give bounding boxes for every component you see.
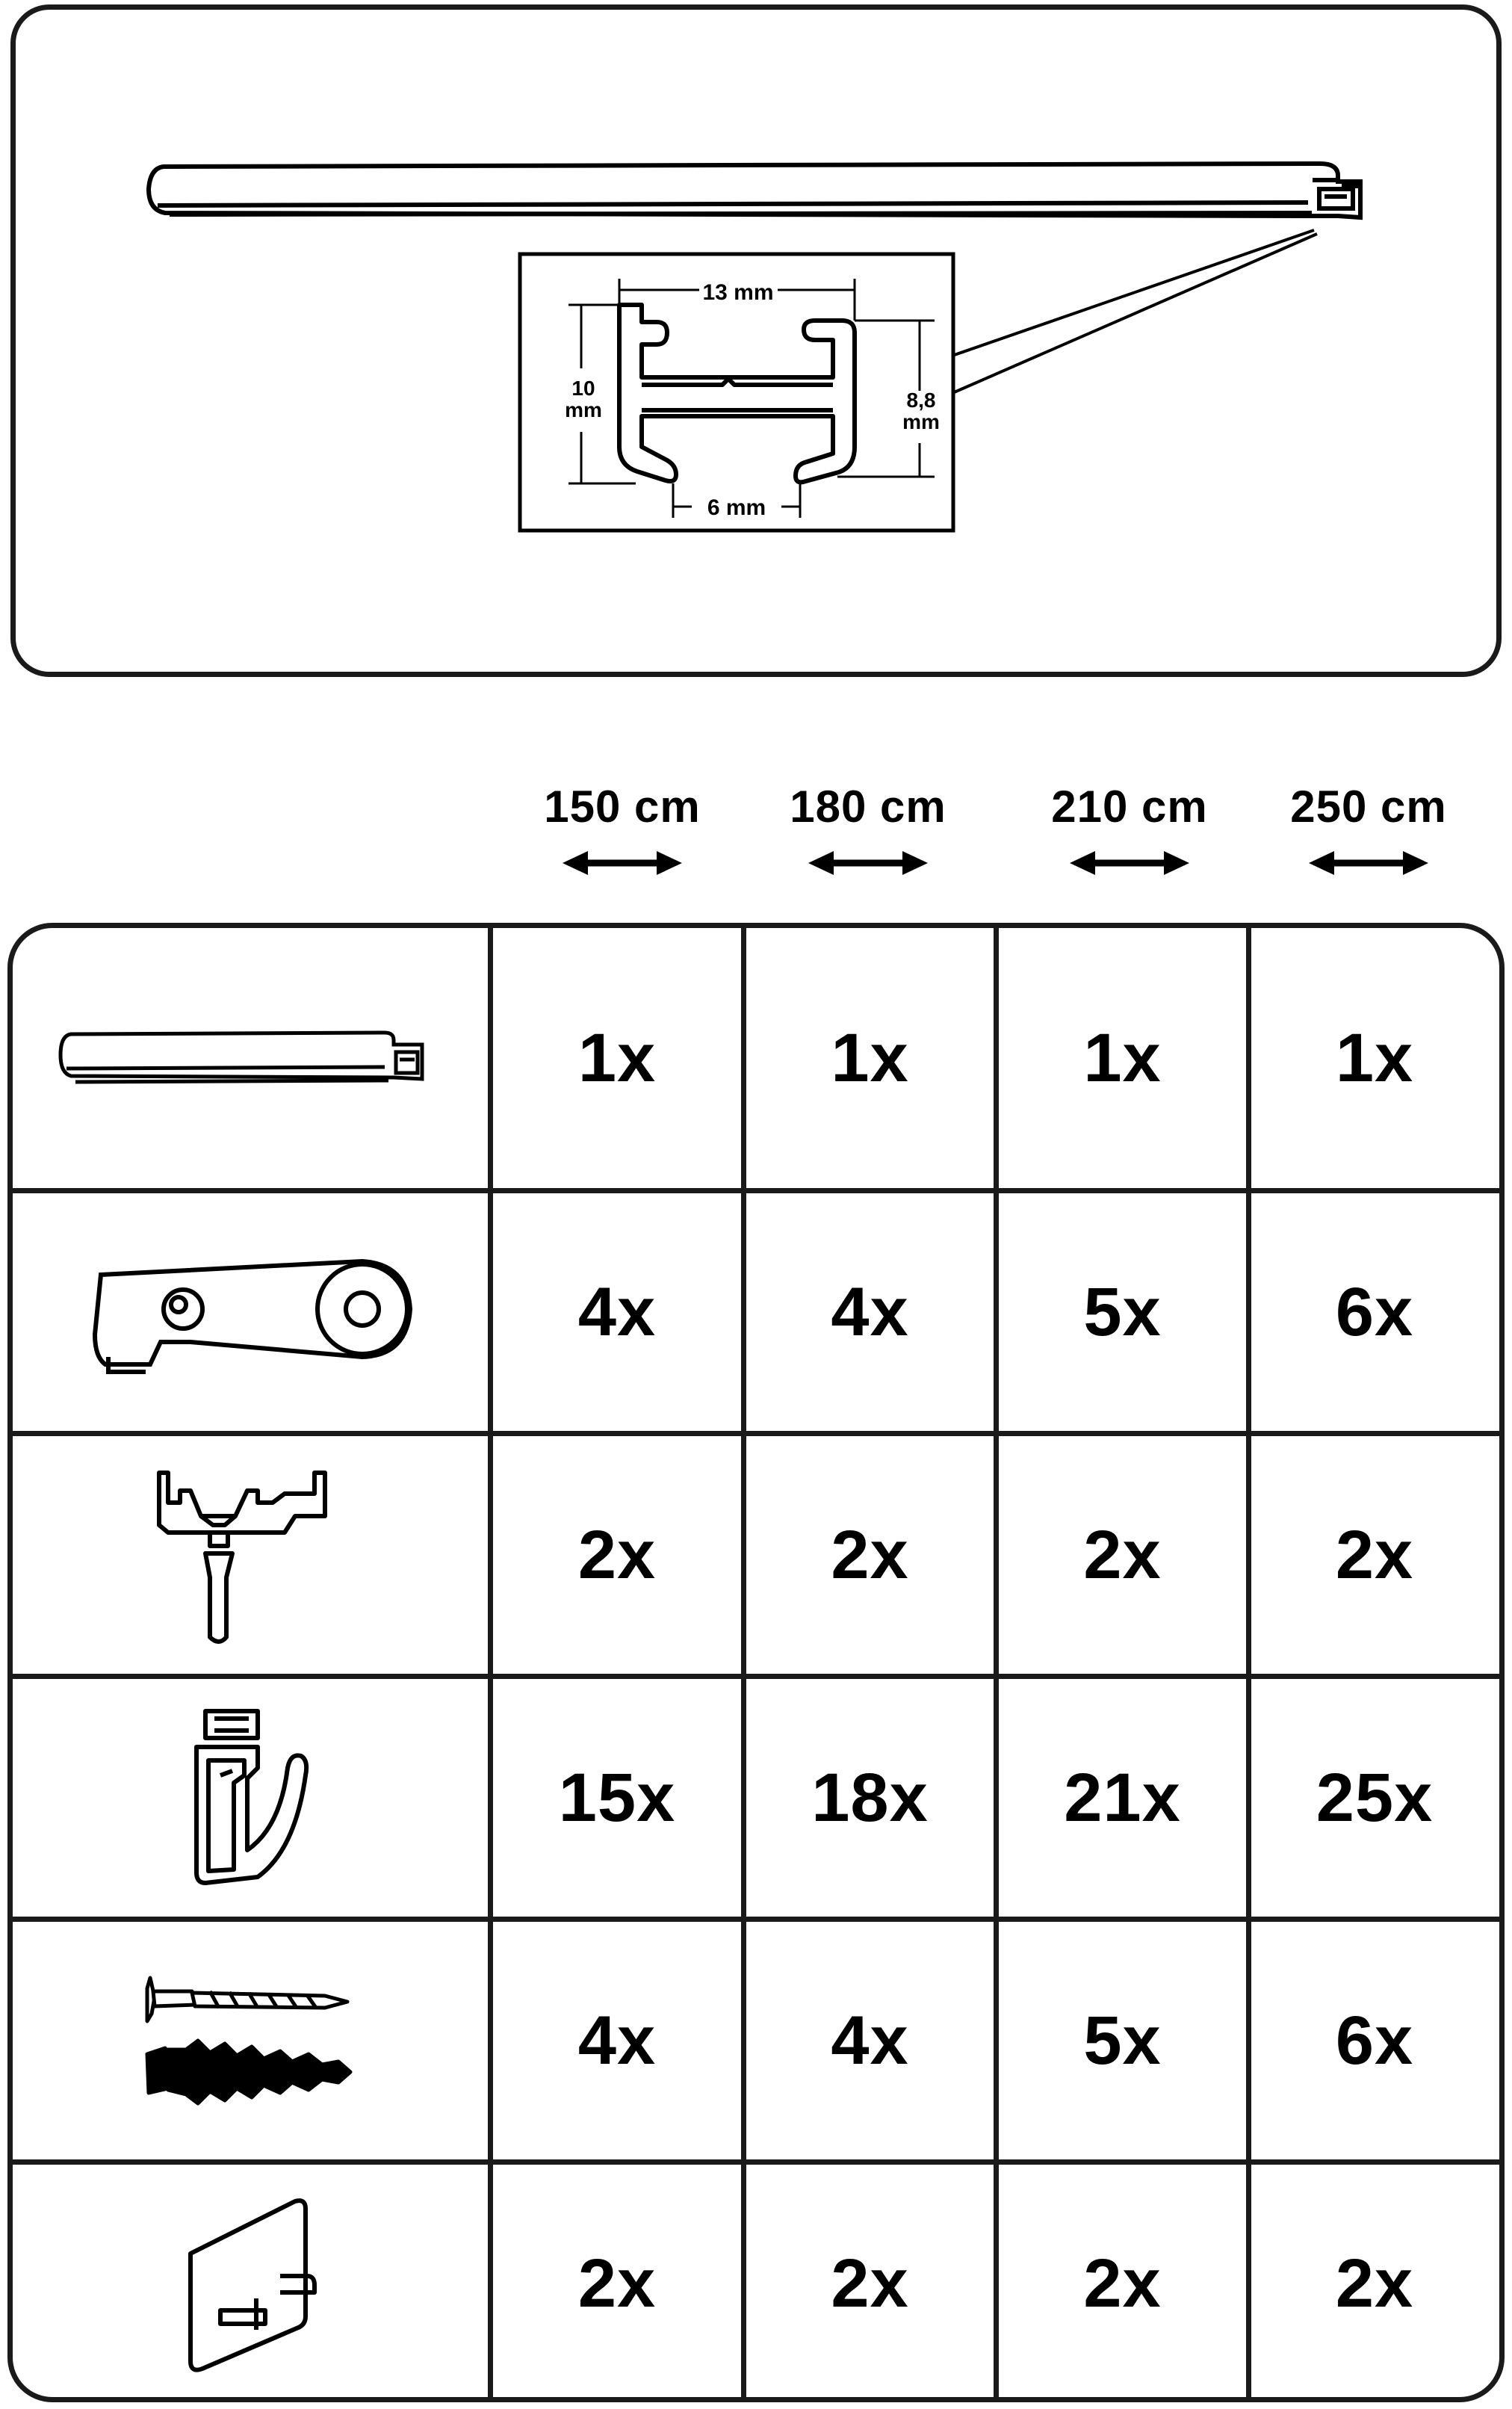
- length-column-180: [756, 773, 980, 878]
- screw-icon: [147, 1978, 347, 2021]
- grid-line: [13, 1431, 1499, 1436]
- quantity: 1x: [1083, 1019, 1162, 1096]
- length-label: 180 cm: [790, 782, 946, 832]
- quantity: 4x: [831, 2002, 909, 2079]
- quantity: 2x: [1083, 1516, 1162, 1593]
- table-row: [13, 1436, 1499, 1674]
- quantity-cell: [493, 2165, 741, 2402]
- wall-plug-icon: [147, 2041, 350, 2103]
- quantity: 1x: [1335, 1019, 1414, 1096]
- quantity: 5x: [1083, 1273, 1162, 1350]
- quantity: 5x: [1083, 2002, 1162, 2079]
- grid-line: [13, 2159, 1499, 2165]
- quantity-cell: [1251, 2165, 1498, 2402]
- parts-table: [7, 923, 1505, 2402]
- quantity-cell: [1251, 928, 1498, 1188]
- quantity-cell: [999, 1436, 1246, 1674]
- quantity-cell: [999, 928, 1246, 1188]
- callout-lines: [948, 230, 1317, 393]
- length-header-row: [0, 773, 1512, 893]
- quantity-cell: [746, 1679, 994, 1917]
- quantity: 2x: [831, 1516, 909, 1593]
- length-column-150: [510, 773, 734, 878]
- part-icon-cell: [13, 1193, 488, 1431]
- table-row: [13, 1679, 1499, 1917]
- quantity: 25x: [1316, 1759, 1434, 1836]
- table-row: [13, 928, 1499, 1188]
- quantity: 2x: [1335, 1516, 1414, 1593]
- quantity-cell: [493, 1922, 741, 2159]
- table-row: [13, 1922, 1499, 2159]
- table-row: [13, 2165, 1499, 2402]
- double-arrow-icon: [563, 848, 682, 878]
- part-icon-cell: [13, 1922, 488, 2159]
- double-arrow-icon: [1309, 848, 1428, 878]
- quantity-cell: [746, 1436, 994, 1674]
- quantity: 4x: [577, 2002, 657, 2079]
- quantity: 2x: [577, 2245, 657, 2322]
- end-cap-icon: [161, 2186, 340, 2381]
- part-icon-cell: [13, 928, 488, 1188]
- wall-bracket-icon: [78, 1237, 422, 1387]
- curtain-rail-icon: [149, 164, 1360, 217]
- length-label: 150 cm: [544, 782, 701, 832]
- quantity: 15x: [558, 1759, 676, 1836]
- quantity: 6x: [1335, 2002, 1414, 2079]
- rail-profile-diagram: [16, 10, 1507, 682]
- end-stop-icon: [138, 1458, 362, 1652]
- quantity: 21x: [1064, 1759, 1181, 1836]
- part-icon-cell: [13, 2165, 488, 2402]
- height-dimension-label: 10: [571, 377, 595, 400]
- quantity: 1x: [577, 1019, 657, 1096]
- screw-and-dowel-icon: [138, 1966, 362, 2115]
- quantity: 4x: [577, 1273, 657, 1350]
- quantity-cell: [999, 2165, 1246, 2402]
- length-column-250: [1257, 773, 1481, 878]
- quantity-cell: [493, 1436, 741, 1674]
- quantity-cell: [1251, 1922, 1498, 2159]
- grid-line: [13, 1917, 1499, 1922]
- inner-height-dimension-label: 8,8: [906, 389, 936, 412]
- quantity: 1x: [831, 1019, 909, 1096]
- inner-height-dimension-unit: mm: [902, 410, 940, 433]
- quantity-cell: [1251, 1193, 1498, 1431]
- double-arrow-icon: [1070, 848, 1189, 878]
- length-column-210: [1017, 773, 1242, 878]
- part-icon-cell: [13, 1436, 488, 1674]
- quantity-cell: [1251, 1679, 1498, 1917]
- quantity: 2x: [577, 1516, 657, 1593]
- quantity-cell: [746, 2165, 994, 2402]
- quantity: 2x: [831, 2245, 909, 2322]
- quantity: 2x: [1335, 2245, 1414, 2322]
- height-dimension-unit: mm: [565, 398, 602, 421]
- length-label: 210 cm: [1051, 782, 1208, 832]
- quantity-cell: [493, 1193, 741, 1431]
- quantity-cell: [999, 1679, 1246, 1917]
- quantity-cell: [999, 1922, 1246, 2159]
- slot-dimension-label: 6 mm: [707, 495, 766, 520]
- rail-profile-icon: [56, 1013, 444, 1103]
- quantity: 2x: [1083, 2245, 1162, 2322]
- quantity: 18x: [811, 1759, 929, 1836]
- quantity: 4x: [831, 1273, 909, 1350]
- grid-line: [13, 1674, 1499, 1679]
- table-row: [13, 1193, 1499, 1431]
- length-label: 250 cm: [1290, 782, 1447, 832]
- quantity-cell: [493, 928, 741, 1188]
- part-icon-cell: [13, 1679, 488, 1917]
- width-dimension-label: 13 mm: [702, 280, 774, 305]
- quantity-cell: [746, 1922, 994, 2159]
- quantity: 6x: [1335, 1273, 1414, 1350]
- double-arrow-icon: [808, 848, 928, 878]
- glider-hook-icon: [176, 1701, 325, 1895]
- quantity-cell: [493, 1679, 741, 1917]
- quantity-cell: [999, 1193, 1246, 1431]
- quantity-cell: [746, 928, 994, 1188]
- rail-overview-panel: [10, 4, 1502, 677]
- grid-line: [13, 1188, 1499, 1193]
- quantity-cell: [1251, 1436, 1498, 1674]
- quantity-cell: [746, 1193, 994, 1431]
